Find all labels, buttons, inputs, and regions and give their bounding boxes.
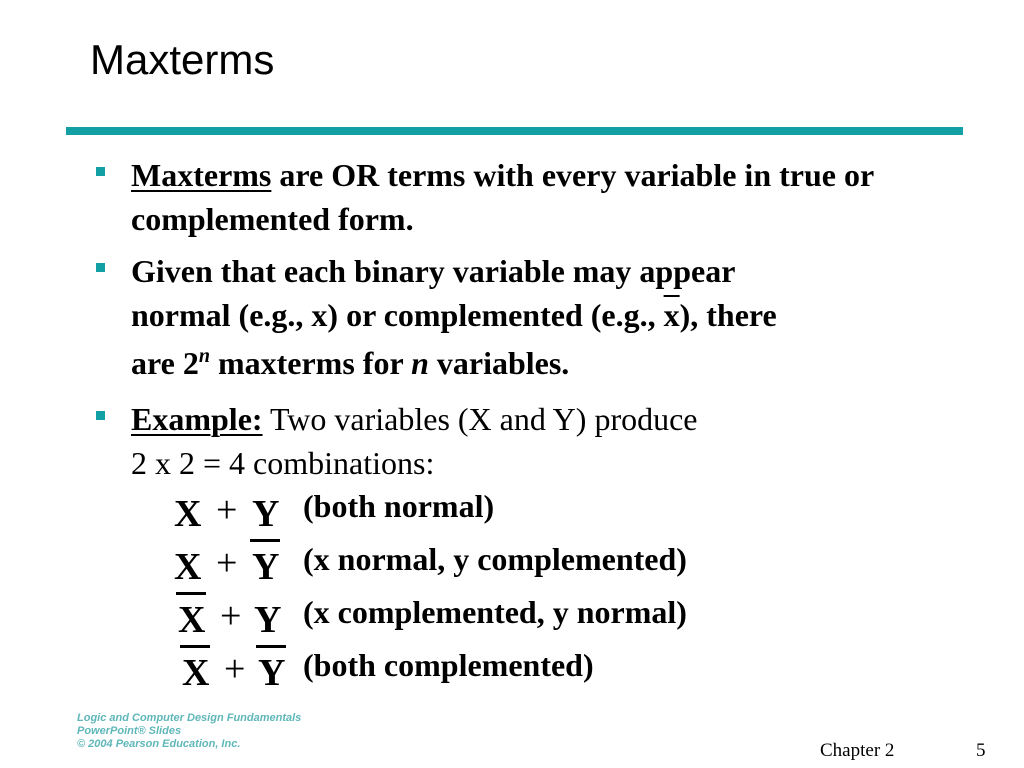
- square-bullet-icon: [96, 411, 105, 420]
- bullet-item-definition: [90, 153, 960, 241]
- bullet-line: are 2: [131, 345, 199, 381]
- logo-line: Logic and Computer Design Fundamentals: [77, 712, 302, 724]
- variable-x: X: [182, 652, 210, 694]
- bullet-line: normal (e.g., x) or complemented (e.g.,: [131, 297, 664, 333]
- maxterm-expression: [172, 484, 292, 537]
- combination-description: (x complemented, y normal): [303, 594, 687, 630]
- variable-y: Y: [254, 599, 282, 641]
- variable-y: Y: [258, 652, 286, 694]
- complement-bar-x: [176, 592, 206, 595]
- variable-y: Y: [252, 546, 280, 588]
- bullet-list: [90, 153, 960, 493]
- complement-bar-y: [256, 645, 286, 648]
- or-operator: +: [220, 595, 242, 637]
- complemented-x: $\overline{x}$: [663, 297, 680, 333]
- title-divider: [66, 127, 963, 135]
- bullet-item-count: [90, 249, 960, 389]
- square-bullet-icon: [96, 263, 105, 272]
- variable-x: X: [178, 599, 206, 641]
- maxterm-expression: [172, 643, 292, 696]
- bullet-line: 2 x 2 = 4 combinations:: [131, 445, 435, 481]
- bullet-line: maxterms for: [209, 345, 412, 381]
- variable-x: X: [174, 546, 202, 588]
- bullet-line: Given that each binary variable may appear: [131, 253, 736, 289]
- bullet-line: variables.: [428, 345, 570, 381]
- bullet-text: Two variables (X and Y) produce: [262, 401, 698, 437]
- complement-bar-y: [250, 539, 280, 542]
- variable-x: X: [174, 493, 202, 535]
- square-bullet-icon: [96, 167, 105, 176]
- term-maxterms: Maxterms: [131, 157, 272, 193]
- logo-line: © 2004 Pearson Education, Inc.: [77, 738, 241, 750]
- or-operator: +: [216, 489, 238, 531]
- footer-chapter: Chapter 2: [820, 740, 895, 761]
- maxterm-expression: [172, 590, 292, 643]
- logo-line: PowerPoint® Slides: [77, 725, 182, 737]
- bullet-line: ), there: [679, 297, 777, 333]
- or-operator: +: [216, 542, 238, 584]
- complement-bar-x: [180, 645, 210, 648]
- combination-description: (x normal, y complemented): [303, 541, 687, 577]
- bullet-item-example: [90, 397, 960, 485]
- combination-description: (both normal): [303, 488, 495, 524]
- exponent-n: n: [198, 345, 210, 367]
- page-number: 5: [976, 740, 986, 761]
- term-example: Example:: [131, 401, 263, 437]
- slide-title: Maxterms: [90, 36, 275, 83]
- variable-y: Y: [252, 493, 280, 535]
- publisher-logo: [77, 712, 301, 751]
- bullet-text: are OR terms with every variable in true or complemented form.: [131, 157, 874, 237]
- maxterm-expression: [172, 537, 292, 590]
- combination-description: (both complemented): [303, 647, 594, 683]
- variable-n: n: [411, 345, 429, 381]
- or-operator: +: [224, 648, 246, 690]
